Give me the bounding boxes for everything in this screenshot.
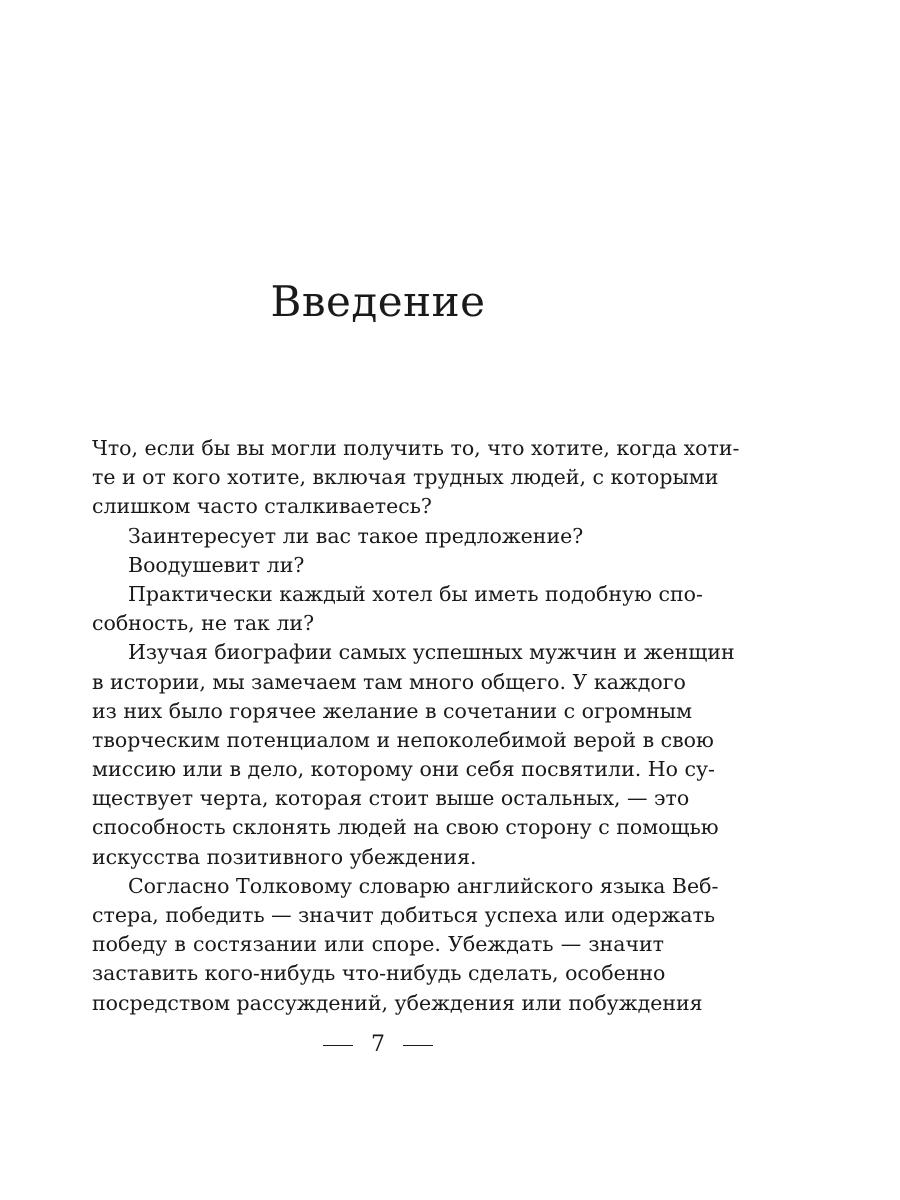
paragraph [92,434,740,522]
text-line: Заинтересует ли вас такое предложение? [128,523,584,548]
page-title: Введение [270,277,486,326]
paragraph [92,551,664,580]
text-line: Воодушевит ли? [128,552,305,577]
body-text [92,434,740,1018]
paragraph [92,872,719,1018]
page-footer [0,1030,756,1060]
text-line: творческим потенциалом и непоколебимой верой в свою [92,727,714,752]
text-line: Практически каждый хотел бы иметь подобную спо- [128,581,703,606]
text-line: ществует черта, которая стоит выше остальных, — это [92,786,690,811]
text-line: Изучая биографии самых успешных мужчин и женщин [128,640,735,665]
paragraph [92,580,703,638]
text-line: те и от кого хотите, включая трудных людей, с которыми [92,465,719,490]
text-line: Согласно Толковому словарю английского языка Веб- [128,873,719,898]
text-line: в истории, мы замечаем там много общего. У каждого [92,669,686,694]
text-line: собность, не так ли? [92,611,315,636]
paragraph [92,638,735,872]
text-line: Что, если бы вы могли получить то, что хотите, когда хоти- [92,436,740,460]
left-dash-divider [323,1045,353,1046]
page-number: 7 [371,1032,385,1057]
text-line: из них было горячее желание в сочетании с огромным [92,698,693,723]
text-line: стера, победить — значит добиться успеха или одержать [92,903,715,927]
text-line: победу в состязании или споре. Убеждать — значит [92,932,664,957]
text-line: способность склонять людей на свою сторону с помощью [92,815,719,840]
text-line: искусства позитивного убеждения. [92,844,477,869]
text-line: заставить кого-нибудь что-нибудь сделать, особенно [92,961,666,986]
text-line: миссию или в дело, которому они себя посвятили. Но су- [92,757,715,782]
paragraph [92,522,664,551]
text-line: слишком часто сталкиваетесь? [92,494,432,519]
text-line: посредством рассуждений, убеждения или побуждения [92,990,703,1015]
right-dash-divider [403,1045,433,1046]
